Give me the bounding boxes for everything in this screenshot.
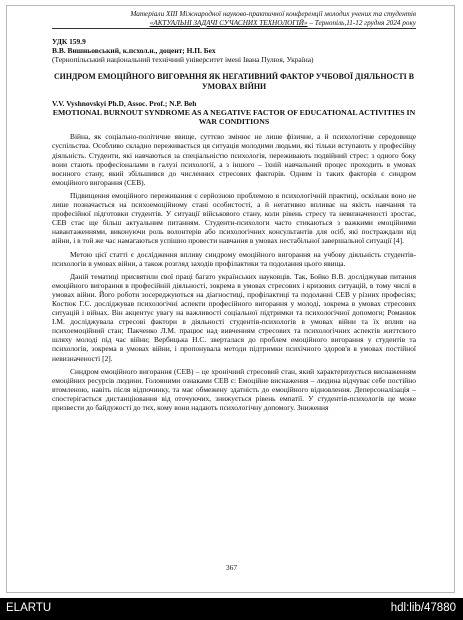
header-line-2 bbox=[52, 19, 416, 28]
authors-english: V.V. Vyshnovskyi Ph.D, Assoc. Prof.; N.P. Beh bbox=[52, 98, 197, 108]
handle-id[interactable]: hdl:lib/47880 bbox=[390, 602, 456, 614]
header-line-1: Матеріали XIII Міжнародної науково-практичної конференції молодих учених та студентів bbox=[130, 10, 416, 18]
title-ukrainian: СИНДРОМ ЕМОЦІЙНОГО ВИГОРАННЯ ЯК НЕГАТИВНИЙ ФАКТОР УЧБОВОЇ ДІЯЛЬНОСТІ В УМОВАХ ВІЙНИ bbox=[53, 72, 414, 91]
paragraph-4: Даній тематиці присвятили свої праці багато українських науковців. Так, Бойко В.В. досліджував питання емоційного вигорання в професійній діяльності, зокрема в умовах стресових і кризових ситуацій, в тому числі в умовах війни. Його роботи зосереджуються на діагностиці, профілактиці та подоланні СЕВ у різних професіях; Костюк Г.С. досліджував психологічні аспекти професійного вигорання у молоді, зокрема в умовах стресових ситуацій і війнах. Він акцентує увагу на важливості соціальної підтримки та психологічної допомоги; Романюк І.М. досліджувала стресові фактори в діяльності студентів-психологів в умовах війни та їх вплив на психоемоційний стан; Пакченко Л.М. працює над вивченням стресових та психологічних аспектів життєвого шляху молоді під час війни; Вербицька Н.С. зверталася до проблем емоційного вигорання у студентів та психологів, зокрема в умовах війни, і пропонувала методи підтримки психічного здоров'я в умовах постійної невизначеності [2]. bbox=[52, 271, 416, 363]
conference-place-date: – Тернопіль,11-12 грудня 2024 року bbox=[307, 18, 416, 27]
repository-footer bbox=[0, 598, 463, 620]
repository-name[interactable]: ELARTU bbox=[6, 602, 52, 614]
authors-ukrainian: В.В. Вишньовський, к.псхол.н., доцент; Н.П. Бех bbox=[52, 46, 216, 56]
paragraph-1: Війна, як соціально-політичне явище, суттєво змінює не лише фізичне, а й психологічне середовище суспільства. Особливо складно переживається ця ситуація молодими людьми, які тільки вступають у професійну діяльність. Студенти, які навчаються за спеціальністю психологія, переживають подвійний стрес: з одного боку вони стають професіоналами в галузі психології, а з іншого – їхній навчальний процес проходить в умовах воєнного стану, який збільшився до численних стресових факторів. Одним із таких факторів є синдром емоційного вигорання (СЕВ). bbox=[52, 132, 416, 187]
page-number: 367 bbox=[225, 563, 238, 572]
conference-title: «АКТУАЛЬНІ ЗАДАЧІ СУЧАСНИХ ТЕХНОЛОГІЙ» bbox=[149, 18, 308, 27]
affiliation: (Тернопільський національний технічний університет імені Івана Пулюя, Україна) bbox=[52, 55, 314, 65]
paper-page bbox=[52, 10, 416, 412]
conference-header bbox=[52, 10, 416, 29]
title-english: EMOTIONAL BURNOUT SYNDROME AS A NEGATIVE FACTOR OF EDUCATIONAL ACTIVITIES IN WAR CONDITIONS bbox=[52, 107, 416, 127]
udc-code: УДК 159.9 bbox=[52, 37, 86, 47]
paragraph-2: Підвищення емоційного переживання є серйозною проблемою в психологічній практиці, оскільки воно не лише позначається на психоемоційному стані особистості, а й негативно впливає на якість навчання та професійної підготовки студентів. У ситуації військового стану, коли рівень стресу та невизначеності зростає, СЕВ стає ще більш актуальним питанням. Студенти-психологи часто стикаються з важкими емоційними навантаженнями, виконуючи роль волонтерів або психологічних консультантів для осіб, які постраждали від війни, і в той же час намагаються успішно провести навчання в умовах нестабільної завершальної ситуації [4]. bbox=[52, 190, 416, 246]
paragraph-3: Метою цієї статті є дослідження впливу синдрому емоційного вигорання на учбову діяльність студентів-психологів в умовах війни, а також розгляд заходів профілактики та подолання цього явища. bbox=[52, 249, 416, 268]
paragraph-5: Синдром емоційного вигорання (СЕВ) – це хронічний стресовий стан, який характеризується виснаженням емоційних ресурсів людини. Головними ознаками СЕВ є: Емоційне виснаження – людина відчуває себе постійно втомленою, навіть після відпочинку, та має обмежену здатність до емоційного відновлення. Деперсоналізація – спостерігається дистанціювання від оточуючих, знижується рівень емпатії. У студентів-психологів це може призвести до байдужості до тих, кому вони надають психологічну допомогу. Зниження bbox=[52, 366, 416, 412]
